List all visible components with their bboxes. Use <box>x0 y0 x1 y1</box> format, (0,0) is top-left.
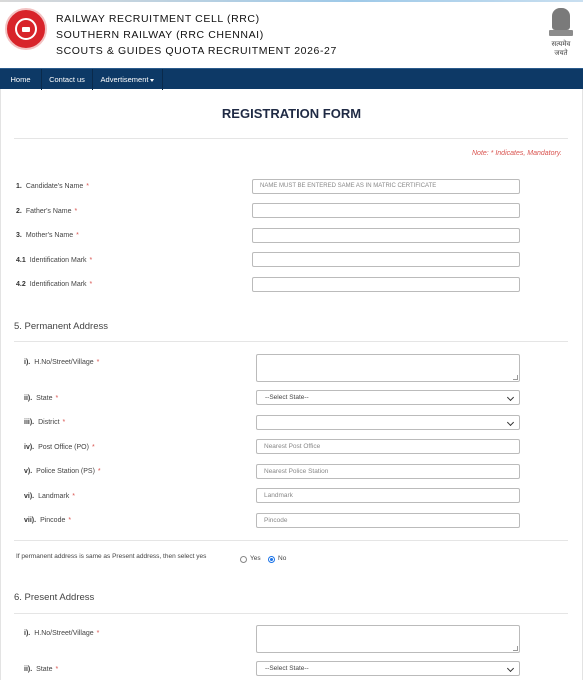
perm-state-select[interactable] <box>256 390 520 405</box>
site-header <box>0 2 583 68</box>
section-present-address: 6. Present Address <box>14 592 95 603</box>
candidate-name-placeholder: NAME MUST BE ENTERED SAME AS IN MATRIC CERTIFICATE <box>260 183 437 189</box>
mandatory-note: Note: * Indicates, Mandatory. <box>472 150 562 157</box>
label-candidate-name: 1. Candidate's Name * <box>16 183 89 190</box>
present-house-textarea[interactable] <box>256 625 520 653</box>
perm-police-station-input[interactable] <box>256 464 520 479</box>
perm-pincode-placeholder: Pincode <box>264 517 288 524</box>
divider <box>14 613 568 614</box>
nav-advertisement[interactable] <box>93 69 163 90</box>
label-perm-pincode: vii). Pincode * <box>24 517 72 524</box>
same-address-no-radio[interactable] <box>268 556 275 563</box>
header-title-line2: SOUTHERN RAILWAY (RRC CHENNAI) <box>56 29 264 41</box>
divider <box>14 540 568 541</box>
nav-bar <box>0 68 583 89</box>
perm-landmark-input[interactable] <box>256 488 520 503</box>
father-name-input[interactable] <box>252 203 520 218</box>
same-address-no-label[interactable]: No <box>278 555 287 562</box>
resize-grip-icon[interactable] <box>513 375 518 380</box>
mother-name-input[interactable] <box>252 228 520 243</box>
label-perm-house: i). H.No/Street/Village * <box>24 359 100 366</box>
perm-post-office-input[interactable] <box>256 439 520 454</box>
identification-mark-2-input[interactable] <box>252 277 520 292</box>
same-address-yes-label[interactable]: Yes <box>250 555 261 562</box>
label-identification-mark-2: 4.2 Identification Mark * <box>16 281 93 288</box>
resize-grip-icon[interactable] <box>513 646 518 651</box>
nav-home[interactable]: Home <box>0 69 42 90</box>
label-mother-name: 3. Mother's Name * <box>16 232 79 239</box>
present-state-select[interactable] <box>256 661 520 676</box>
chevron-down-icon <box>507 665 514 672</box>
perm-state-selected: --Select State-- <box>265 394 309 401</box>
label-present-house: i). H.No/Street/Village * <box>24 630 100 637</box>
page-title: REGISTRATION FORM <box>221 106 362 121</box>
emblem-motto: सत्यमेव जयते <box>551 41 571 57</box>
national-emblem-icon <box>546 6 576 56</box>
perm-police-station-placeholder: Nearest Police Station <box>264 468 329 475</box>
label-perm-post-office: iv). Post Office (PO) * <box>24 444 95 451</box>
label-identification-mark-1: 4.1 Identification Mark * <box>16 257 93 264</box>
caret-down-icon <box>150 79 154 82</box>
label-perm-landmark: vi). Landmark * <box>24 493 75 500</box>
header-title-line3: SCOUTS & GUIDES QUOTA RECRUITMENT 2026-27 <box>56 45 337 57</box>
chevron-down-icon <box>507 419 514 426</box>
perm-landmark-placeholder: Landmark <box>264 492 293 499</box>
header-title-line1: RAILWAY RECRUITMENT CELL (RRC) <box>56 13 260 25</box>
label-perm-state: ii). State * <box>24 395 59 402</box>
label-perm-district: iii). District * <box>24 419 66 426</box>
label-perm-police-station: v). Police Station (PS) * <box>24 468 101 475</box>
divider <box>14 138 568 139</box>
label-present-state: ii). State * <box>24 666 59 673</box>
identification-mark-1-input[interactable] <box>252 252 520 267</box>
same-address-question: If permanent address is same as Present address, then select yes <box>16 553 207 560</box>
perm-post-office-placeholder: Nearest Post Office <box>264 443 321 450</box>
present-state-selected: --Select State-- <box>265 665 309 672</box>
perm-pincode-input[interactable] <box>256 513 520 528</box>
candidate-name-input[interactable] <box>252 179 520 194</box>
same-address-yes-radio[interactable] <box>240 556 247 563</box>
divider <box>14 341 568 342</box>
section-permanent-address: 5. Permanent Address <box>14 321 108 332</box>
label-father-name: 2. Father's Name * <box>16 208 78 215</box>
railway-logo-icon <box>5 8 47 50</box>
perm-district-select[interactable] <box>256 415 520 430</box>
nav-advertisement-label: Advertisement <box>100 75 149 84</box>
nav-contact-us[interactable]: Contact us <box>42 69 93 90</box>
perm-house-textarea[interactable] <box>256 354 520 382</box>
chevron-down-icon <box>507 394 514 401</box>
